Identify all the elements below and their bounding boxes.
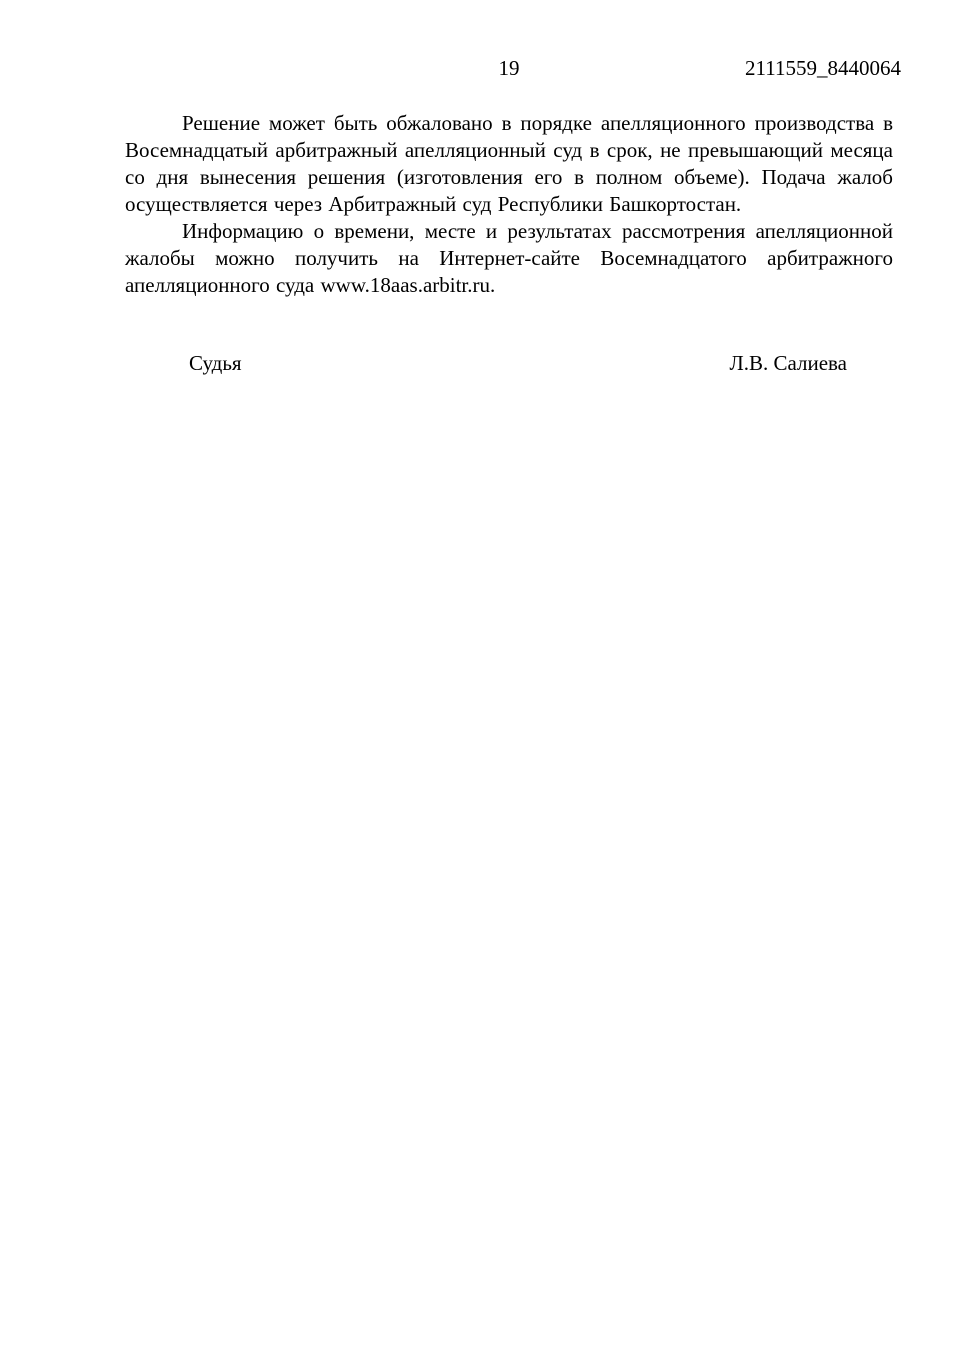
page-number: 19: [498, 56, 520, 80]
paragraph-appeal-procedure: Решение может быть обжаловано в порядке апелляционного производства в Восемнадцатый арбитражный апелляционный суд в срок, не превышающий месяца со дня вынесения решения (изготовления его в полном объеме). Подача жалоб осуществляется через Арбитражный суд Республики Башкортостан.: [125, 111, 893, 216]
paragraph-appeal-info: Информацию о времени, месте и результатах рассмотрения апелляционной жалобы можно получить на Интернет-сайте Восемнадцатого арбитражного апелляционного суда www.18aas.arbitr.ru.: [125, 219, 893, 297]
signature-line: [125, 350, 893, 377]
signature-name: Л.В. Салиева: [729, 351, 847, 375]
document-id: 2111559_8440064: [745, 56, 901, 80]
signature-role: Судья: [189, 351, 242, 375]
page-header: [125, 55, 901, 82]
document-body: [125, 110, 893, 299]
